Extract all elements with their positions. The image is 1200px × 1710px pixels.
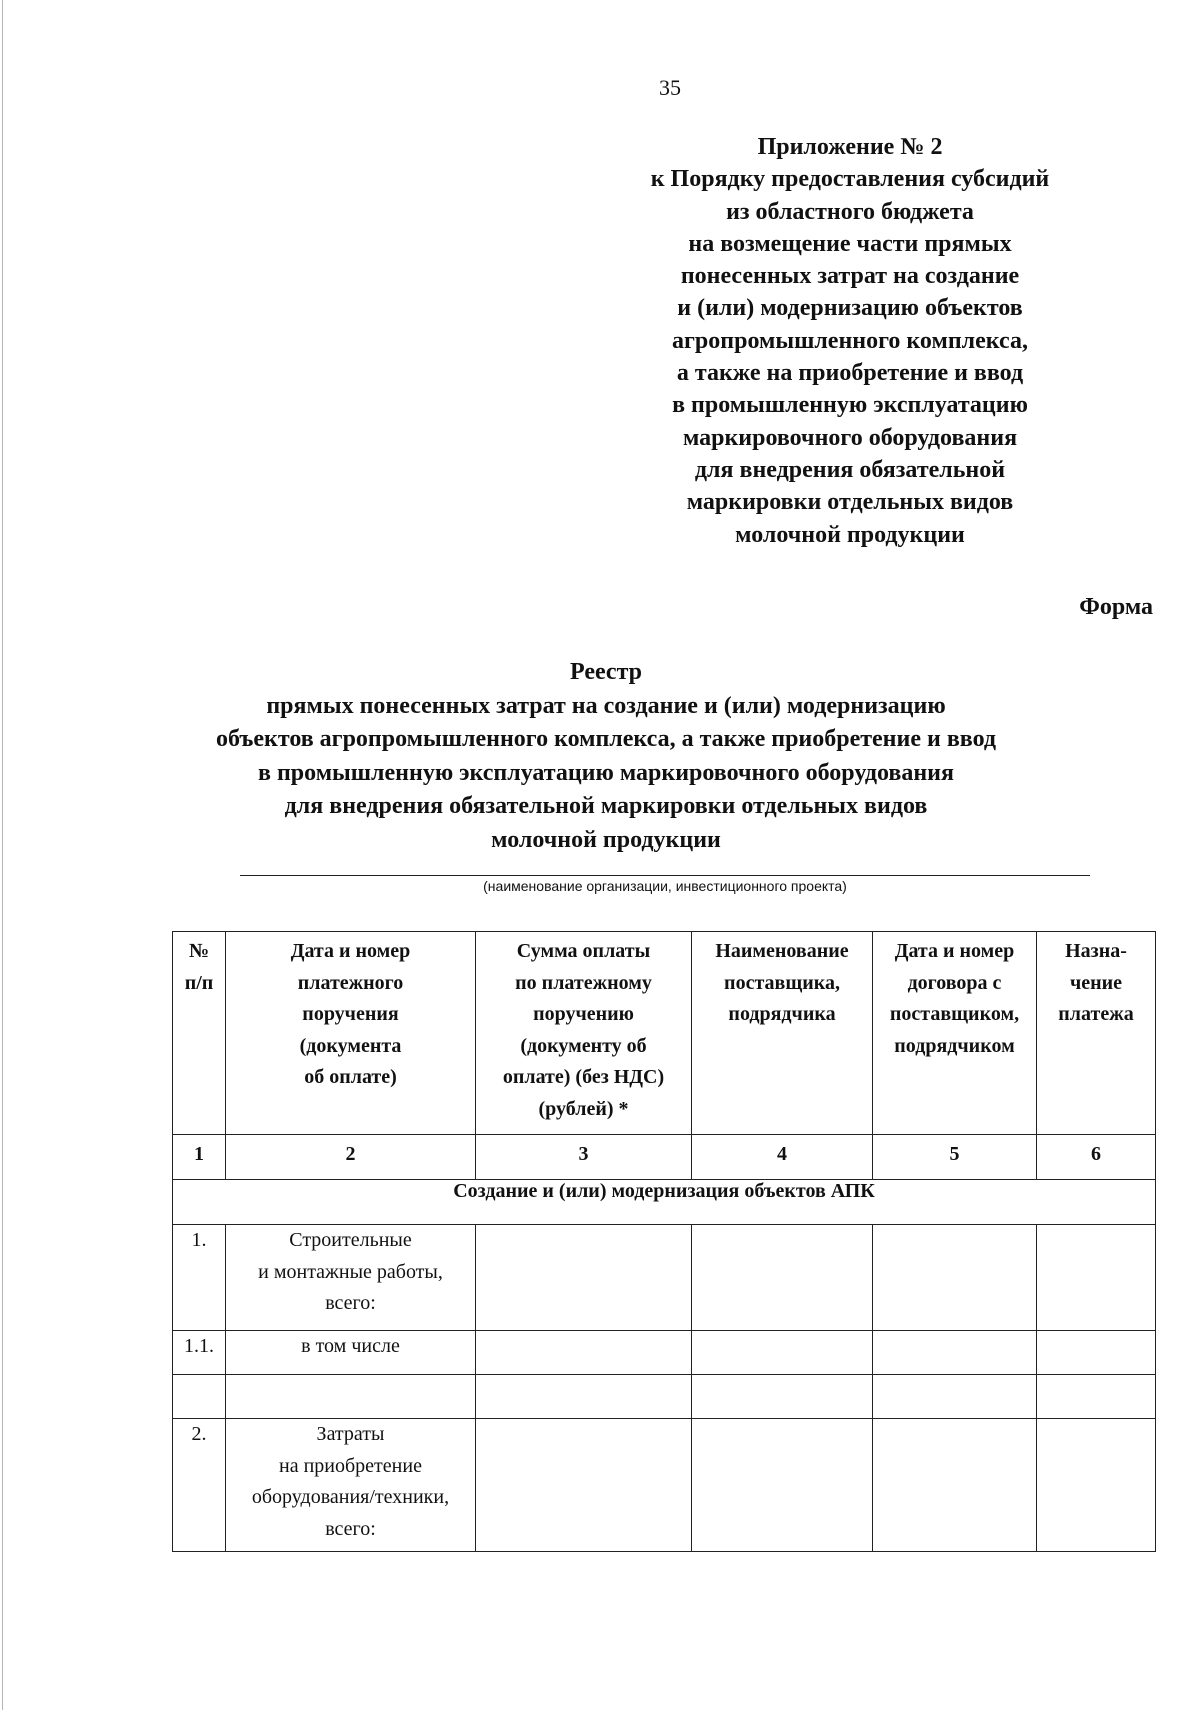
scan-edge-line [2,0,3,1710]
column-number: 5 [873,1135,1037,1180]
empty-cell[interactable] [476,1225,692,1331]
table-header-row [173,932,1156,1135]
appendix-line: маркировки отдельных видов [686,489,1014,516]
appendix-heading [640,131,1060,551]
table-row [173,1375,1156,1419]
appendix-line: на возмещение части прямых [688,230,1012,257]
header-text: № п/п [184,940,214,994]
header-text: Дата и номер платежного поручения (документа об оплате) [290,940,411,1088]
register-title-line: прямых понесенных затрат на создание и (или) модернизацию [266,692,946,719]
table-row [173,1331,1156,1375]
row-number[interactable] [173,1375,226,1419]
empty-cell[interactable] [873,1225,1037,1331]
empty-cell[interactable] [873,1331,1037,1375]
empty-cell[interactable] [476,1419,692,1552]
row-number: 2. [173,1419,226,1552]
empty-cell[interactable] [692,1225,873,1331]
row-description-text: Строительные и монтажные работы, всего: [258,1229,443,1314]
empty-cell[interactable] [476,1331,692,1375]
appendix-line: для внедрения обязательной [694,456,1006,483]
header-cell-payment-amount [476,932,692,1135]
empty-cell[interactable] [692,1419,873,1552]
organization-caption: (наименование организации, инвестиционного проекта) [483,878,847,894]
column-number-row [173,1135,1156,1180]
header-text: Наименование поставщика, подрядчика [715,940,849,1025]
header-text: Дата и номер договора с поставщиком, подрядчиком [889,940,1020,1057]
empty-cell[interactable] [692,1331,873,1375]
empty-cell[interactable] [873,1375,1037,1419]
organization-fill-line[interactable] [240,875,1090,876]
page-number: 35 [659,75,681,100]
column-number: 1 [173,1135,226,1180]
register-title-line: молочной продукции [491,826,721,853]
appendix-line: понесенных затрат на создание [680,263,1020,290]
row-description[interactable] [226,1375,476,1419]
column-number: 3 [476,1135,692,1180]
empty-cell[interactable] [476,1375,692,1419]
empty-cell[interactable] [1037,1225,1156,1331]
row-description [226,1331,476,1375]
register-title-line: для внедрения обязательной маркировки отдельных видов [284,793,928,819]
register-title-line: в промышленную эксплуатацию маркировочного оборудования [258,759,954,786]
column-number: 4 [692,1135,873,1180]
register-title-line: Реестр [569,659,643,685]
appendix-line: а также на приобретение и ввод [676,360,1024,387]
register-title-line: объектов агропромышленного комплекса, а также приобретение и ввод [215,726,997,752]
table-row [173,1225,1156,1331]
empty-cell[interactable] [692,1375,873,1419]
row-number: 1.1. [173,1331,226,1375]
appendix-line: и (или) модернизацию объектов [677,295,1023,322]
header-cell-number [173,932,226,1135]
header-cell-payment-order [226,932,476,1135]
section-row [173,1180,1156,1225]
appendix-line: из областного бюджета [726,198,974,225]
appendix-line: молочной продукции [735,521,965,548]
appendix-line: в промышленную эксплуатацию [672,392,1028,419]
table-row [173,1419,1156,1552]
row-description-text: Затраты на приобретение оборудования/техники, всего: [251,1423,450,1540]
header-cell-supplier-name [692,932,873,1135]
register-title [166,656,1046,857]
row-number: 1. [173,1225,226,1331]
column-number: 2 [226,1135,476,1180]
appendix-line: к Порядку предоставления субсидий [650,166,1050,193]
header-text: Назна- чение платежа [1058,940,1134,1025]
empty-cell[interactable] [873,1419,1037,1552]
form-label: Форма [1079,594,1153,620]
empty-cell[interactable] [1037,1375,1156,1419]
row-description [226,1225,476,1331]
row-description [226,1419,476,1552]
row-description-text: в том числе [301,1335,400,1357]
empty-cell[interactable] [1037,1419,1156,1552]
appendix-line: маркировочного оборудования [682,424,1018,451]
appendix-line: агропромышленного комплекса, [672,327,1028,354]
empty-cell[interactable] [1037,1331,1156,1375]
column-number: 6 [1037,1135,1156,1180]
header-text: Сумма оплаты по платежному поручению (документу об оплате) (без НДС) (рублей) * [502,940,665,1120]
header-cell-payment-purpose [1037,932,1156,1135]
appendix-line: Приложение № 2 [757,134,943,160]
section-title: Создание и (или) модернизация объектов АПК [173,1180,1156,1225]
header-cell-contract [873,932,1037,1135]
register-table [172,931,1156,1552]
